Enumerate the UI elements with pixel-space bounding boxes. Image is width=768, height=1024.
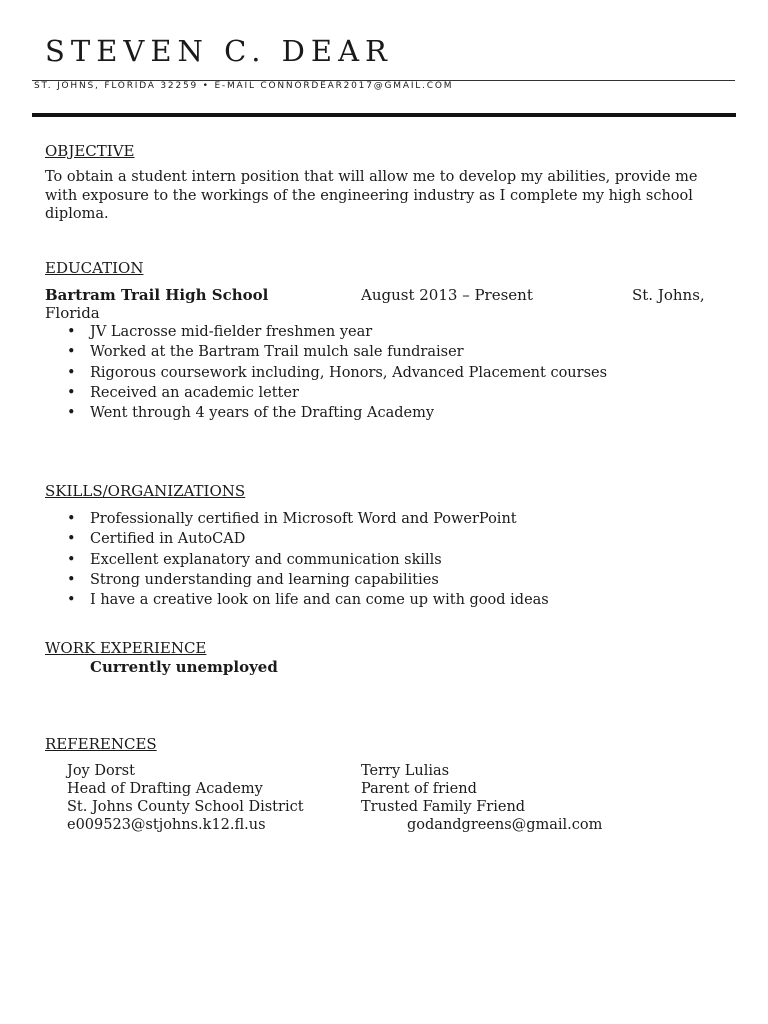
work-heading: WORK EXPERIENCE <box>45 639 207 657</box>
objective-text: To obtain a student intern position that will allow me to develop my abilities, provide me with exposure to the workings of the engineering industry as I complete my high school diploma. <box>45 169 698 222</box>
skills-bullets <box>45 509 549 610</box>
list-item: • I have a creative look on life and can come up with good ideas <box>67 592 549 609</box>
list-item: • Certified in AutoCAD <box>67 531 246 548</box>
reference-name: Joy Dorst <box>67 763 135 779</box>
education-entry <box>45 286 715 304</box>
list-item: • Strong understanding and learning capabilities <box>67 571 439 588</box>
reference-name: Terry Lulias <box>361 763 450 779</box>
reference-2 <box>361 762 602 834</box>
objective-heading: OBJECTIVE <box>45 142 135 160</box>
education-location: St. Johns, <box>632 286 705 304</box>
references-heading: REFERENCES <box>45 735 157 753</box>
reference-org: Trusted Family Friend <box>361 799 526 815</box>
education-dates: August 2013 – Present <box>361 286 533 304</box>
reference-title: Head of Drafting Academy <box>67 781 263 797</box>
list-item: • JV Lacrosse mid-fielder freshmen year <box>67 324 373 340</box>
reference-email: e009523@stjohns.k12.fl.us <box>67 817 266 833</box>
reference-1 <box>67 762 304 834</box>
school-name: Bartram Trail High School <box>45 286 269 304</box>
list-item: • Worked at the Bartram Trail mulch sale fundraiser <box>67 344 464 361</box>
education-bullets <box>45 322 607 423</box>
contact-info: ST. JOHNS, FLORIDA 32259 • E-MAIL CONNORDEAR2017@GMAIL.COM <box>34 81 454 91</box>
reference-email: godandgreens@gmail.com <box>407 817 603 833</box>
header-divider-thick <box>32 113 736 117</box>
list-item: • Rigorous coursework including, Honors, Advanced Placement courses <box>67 364 608 381</box>
work-status: Currently unemployed <box>90 658 278 676</box>
education-location-cont: Florida <box>45 304 100 322</box>
reference-org: St. Johns County School District <box>67 799 304 815</box>
list-item: • Received an academic letter <box>67 384 299 401</box>
skills-heading: SKILLS/ORGANIZATIONS <box>45 482 246 500</box>
education-heading: EDUCATION <box>45 259 144 277</box>
resume-name: STEVEN C. DEAR <box>45 34 393 68</box>
list-item: • Went through 4 years of the Drafting Academy <box>67 405 435 422</box>
list-item: • Professionally certified in Microsoft Word and PowerPoint <box>67 511 517 527</box>
list-item: • Excellent explanatory and communication skills <box>67 551 442 568</box>
reference-title: Parent of friend <box>361 781 477 797</box>
